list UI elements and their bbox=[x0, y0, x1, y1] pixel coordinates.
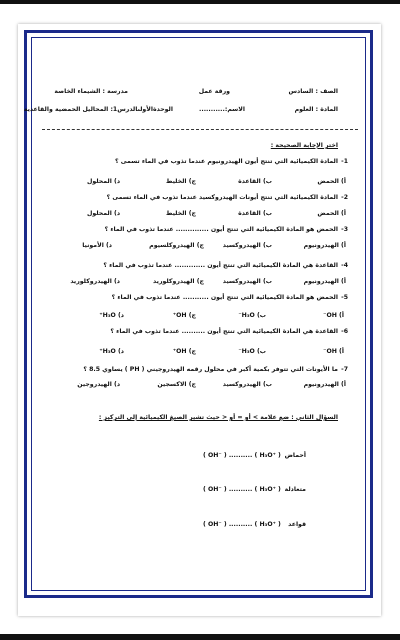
option-a: أ) الهيدرونيوم bbox=[303, 242, 346, 249]
comparison-formula: ( OH⁻ ) .......... ( H₃O⁺ ) bbox=[203, 486, 281, 493]
option-c: ج) الخليط bbox=[165, 210, 196, 217]
comparison-formula: ( OH⁻ ) .......... ( H₃O⁺ ) bbox=[203, 452, 281, 459]
page-border-inner bbox=[31, 37, 366, 591]
q1-instruction: اختر الإجابة الصحيحة : bbox=[270, 142, 338, 149]
option-d: د) الأمونيا bbox=[82, 242, 112, 249]
option-d: د) الهيدروجين bbox=[77, 381, 120, 388]
option-b: ب) القاعدة bbox=[238, 210, 272, 217]
question-text: الحمض هو المادة الكيميائية التي تنتج أيون .............. عندما تذوب في الماء ؟ bbox=[104, 226, 338, 233]
option-a: أ) OH⁻ bbox=[323, 312, 344, 319]
option-d: د) المحلول bbox=[87, 210, 120, 217]
option-b: ب) الهيدروكسيد bbox=[222, 242, 272, 249]
option-b: ب) H₃O⁻ bbox=[238, 348, 266, 355]
question-number: 5- bbox=[341, 294, 348, 301]
viewer-top-bar bbox=[0, 0, 400, 4]
row-label-bases: قواعد bbox=[288, 521, 306, 528]
question-text: الحمض هو المادة الكيميائية التي تنتج أيون ........... عندما تذوب في الماء ؟ bbox=[111, 294, 338, 301]
question-number: 4- bbox=[341, 262, 348, 269]
unit-label: الوحدةالأولىالدرس1: المحاليل الحمضية والقاعدية bbox=[23, 106, 173, 113]
option-c: ج) الاكسجين bbox=[157, 381, 196, 388]
question-number: 1- bbox=[341, 158, 348, 165]
question-number: 7- bbox=[341, 366, 348, 373]
q2-title: السؤال الثاني : ضع علامة > أو = أو < حيث تشير الصيغ الكيميائية إلى التركيز : bbox=[98, 414, 338, 421]
row-label-neutral: متعادلة bbox=[284, 486, 306, 493]
option-b: ب) الهيدروكسيد bbox=[222, 278, 272, 285]
option-b: ب) H₃O⁻ bbox=[238, 312, 266, 319]
option-c: ج) OH⁺ bbox=[172, 348, 196, 355]
question-number: 2- bbox=[341, 194, 348, 201]
option-c: ج) الهيدروكلوريد bbox=[153, 278, 204, 285]
worksheet-label: ورقة عمل bbox=[198, 88, 230, 95]
option-b: ب) القاعدة bbox=[238, 178, 272, 185]
student-name-field: الاسم:........... bbox=[199, 106, 245, 113]
option-c: ج) الخليط bbox=[165, 178, 196, 185]
option-d: د) H₃O⁺ bbox=[99, 348, 124, 355]
question-number: 3- bbox=[341, 226, 348, 233]
header-divider bbox=[42, 129, 358, 131]
grade-label: الصف : السادس bbox=[288, 88, 338, 95]
option-a: أ) OH⁻ bbox=[323, 348, 344, 355]
option-a: أ) الهيدرونيوم bbox=[303, 278, 346, 285]
row-label-acids: أحماض bbox=[284, 452, 306, 459]
question-text: القاعدة هي المادة الكيميائية التي تنتج أيون ............. عندما تذوب في الماء ؟ bbox=[103, 262, 338, 269]
question-text: المادة الكيميائية التي تنتج أيون الهيدرونيوم عندما تذوب في الماء تسمى ؟ bbox=[114, 158, 338, 165]
question-number: 6- bbox=[341, 328, 348, 335]
option-d: د) H₃O⁺ bbox=[99, 312, 124, 319]
option-c: ج) الهيدروكلسيوم bbox=[149, 242, 204, 249]
option-a: أ) الحمض bbox=[317, 178, 346, 185]
option-d: د) الهيدروكلوريد bbox=[70, 278, 120, 285]
subject-label: المادة : العلوم bbox=[294, 106, 338, 113]
option-b: ب) الهيدروكسيد bbox=[222, 381, 272, 388]
option-a: أ) الهيدرونيوم bbox=[303, 381, 346, 388]
option-c: ج) OH⁺ bbox=[172, 312, 196, 319]
question-text: المادة الكيميائية التي تنتج أيونات الهيدروكسيد عندما تذوب في الماء تسمى ؟ bbox=[106, 194, 338, 201]
comparison-formula: ( OH⁻ ) .......... ( H₃O⁺ ) bbox=[203, 521, 281, 528]
question-text: القاعدة هي المادة الكيميائية التي تنتج أيون .......... عندما تذوب في الماء ؟ bbox=[110, 328, 338, 335]
option-a: أ) الحمض bbox=[317, 210, 346, 217]
school-label: مدرسة : الشيماء الخاصة bbox=[54, 88, 128, 95]
question-text: ما الأيونات التي تتوفر بكمية أكبر في محلول رقمه الهيدروجيني ( PH ) يساوي 8.5 ؟ bbox=[83, 366, 338, 373]
option-d: د) المحلول bbox=[87, 178, 120, 185]
viewer-bottom-bar bbox=[0, 634, 400, 640]
